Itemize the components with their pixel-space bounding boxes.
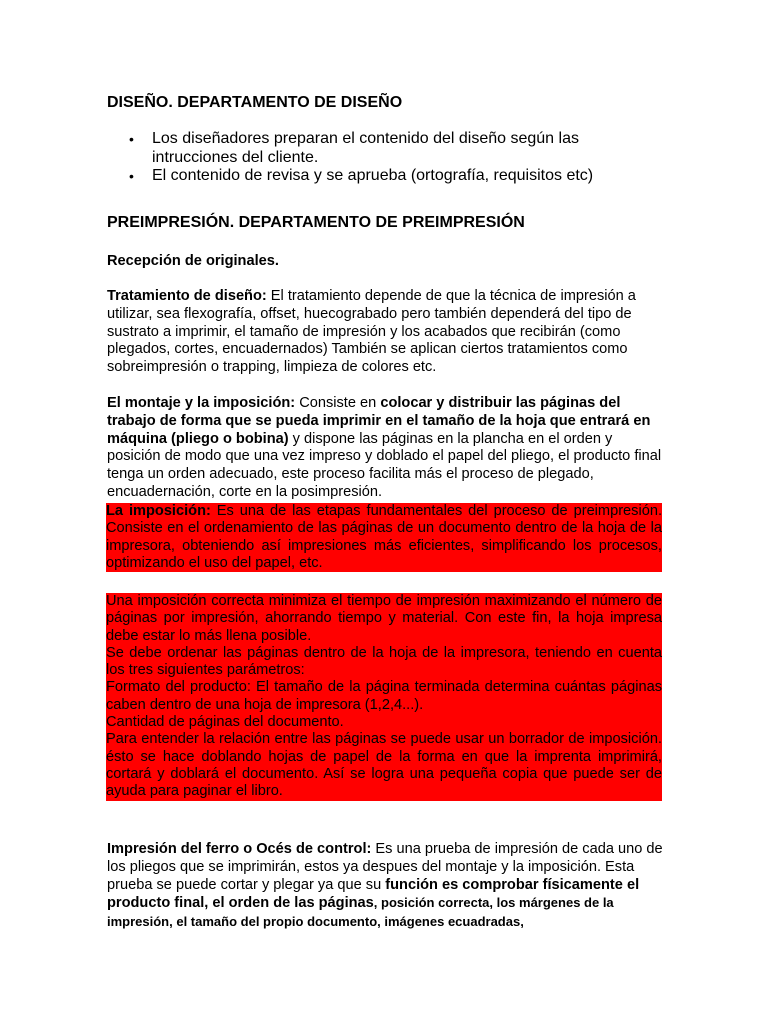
- montaje-bold: colocar y distribuir las páginas del trabajo de forma que se pueda imprimir en el tamaño de la hoja que entrará en máquina (pliego o bobina): [107, 395, 651, 447]
- tratamiento-paragraph: [107, 288, 667, 377]
- bullet-text: El contenido de revisa y se aprueba (ortografía, requisitos etc): [152, 167, 594, 184]
- heading-diseno: DISEÑO. DEPARTAMENTO DE DISEÑO: [107, 94, 403, 111]
- red-paragraph: Se debe ordenar las páginas dentro de la hoja de la impresora, teniendo en cuenta los tres siguientes parámetros:: [106, 644, 662, 679]
- recepcion-label: Recepción de originales.: [107, 253, 279, 269]
- list-item: [107, 130, 667, 167]
- imposicion-label: La imposición:: [106, 503, 211, 519]
- heading-preimpresion: PREIMPRESIÓN. DEPARTAMENTO DE PREIMPRESIÓN: [107, 214, 525, 231]
- montaje-text-1: Consiste en: [295, 395, 381, 411]
- bullet-text: Los diseñadores preparan el contenido del diseño según las intrucciones del cliente.: [152, 130, 579, 166]
- montaje-paragraph: [107, 395, 665, 502]
- tratamiento-text: El tratamiento depende de que la técnica de impresión a utilizar, sea flexografía, offset, huecograbado pero también dependerá del tipo de sustrato a imprimir, el tamaño de impresión y los acabados que recibirán (como plegados, cortes, encuadernados) También se aplican ciertos tratamientos como sobreimpresión o trapping, limpieza de colores etc.: [107, 288, 636, 376]
- ferro-text: Es una prueba de impresión de cada uno de los pliegos que se imprimirán, estos ya despues del montaje y la imposición. Esta prueba se puede cortar y plegar ya que su: [107, 841, 663, 893]
- red-paragraph: Una imposición correcta minimiza el tiempo de impresión maximizando el número de páginas por impresión, ahorrando tiempo y material. Con este fin, la hoja impresa debe estar lo más llena posible.: [106, 593, 662, 644]
- tratamiento-label: Tratamiento de diseño:: [107, 288, 267, 304]
- montaje-text-2: y dispone las páginas en la plancha en el orden y posición de modo que una vez impreso y doblado el papel del pliego, el producto final tenga un orden adecuado, este proceso facilita más el proceso de plegado, encuadernación, corte en la posimpresión.: [107, 430, 662, 500]
- imposicion-text: Es una de las etapas fundamentales del proceso de preimpresión. Consiste en el ordenamiento de las páginas de un documento dentro de la hoja de la impresora, obteniendo así impresiones más eficientes, simplificando los procesos, optimizando el uso del papel, etc.: [106, 503, 662, 571]
- red-paragraph: Formato del producto: El tamaño de la página terminada determina cuántas páginas caben dentro de una hoja de impresora (1,2,4...).: [106, 679, 662, 713]
- bullet-list: [107, 130, 667, 186]
- imposicion-details-highlight: [106, 593, 662, 801]
- red-paragraph: Para entender la relación entre las páginas se puede usar un borrador de imposición. ésto se hace doblando hojas de papel de la forma en que la imprenta imprimirá, cortará y doblará el documento. Así se logra una pequeña copia que puede ser de ayuda para paginar el libro.: [106, 731, 662, 800]
- imposicion-paragraph: [106, 503, 662, 572]
- ferro-bold: función es comprobar físicamente el producto final, el orden de las páginas: [107, 876, 640, 912]
- ferro-small-bold: , posición correcta, los márgenes de la impresión, el tamaño del propio documento, imágenes ecuadradas,: [107, 895, 614, 930]
- imposicion-highlight: [106, 503, 662, 572]
- ferro-label: Impresión del ferro o Océs de control:: [107, 841, 372, 857]
- ferro-paragraph: [107, 841, 665, 932]
- montaje-label: El montaje y la imposición:: [107, 395, 296, 411]
- bullet-icon: •: [129, 131, 134, 147]
- recepcion-heading: [107, 253, 662, 271]
- bullet-icon: •: [129, 168, 134, 184]
- list-item: [107, 167, 667, 186]
- red-paragraph: Cantidad de páginas del documento.: [106, 714, 344, 731]
